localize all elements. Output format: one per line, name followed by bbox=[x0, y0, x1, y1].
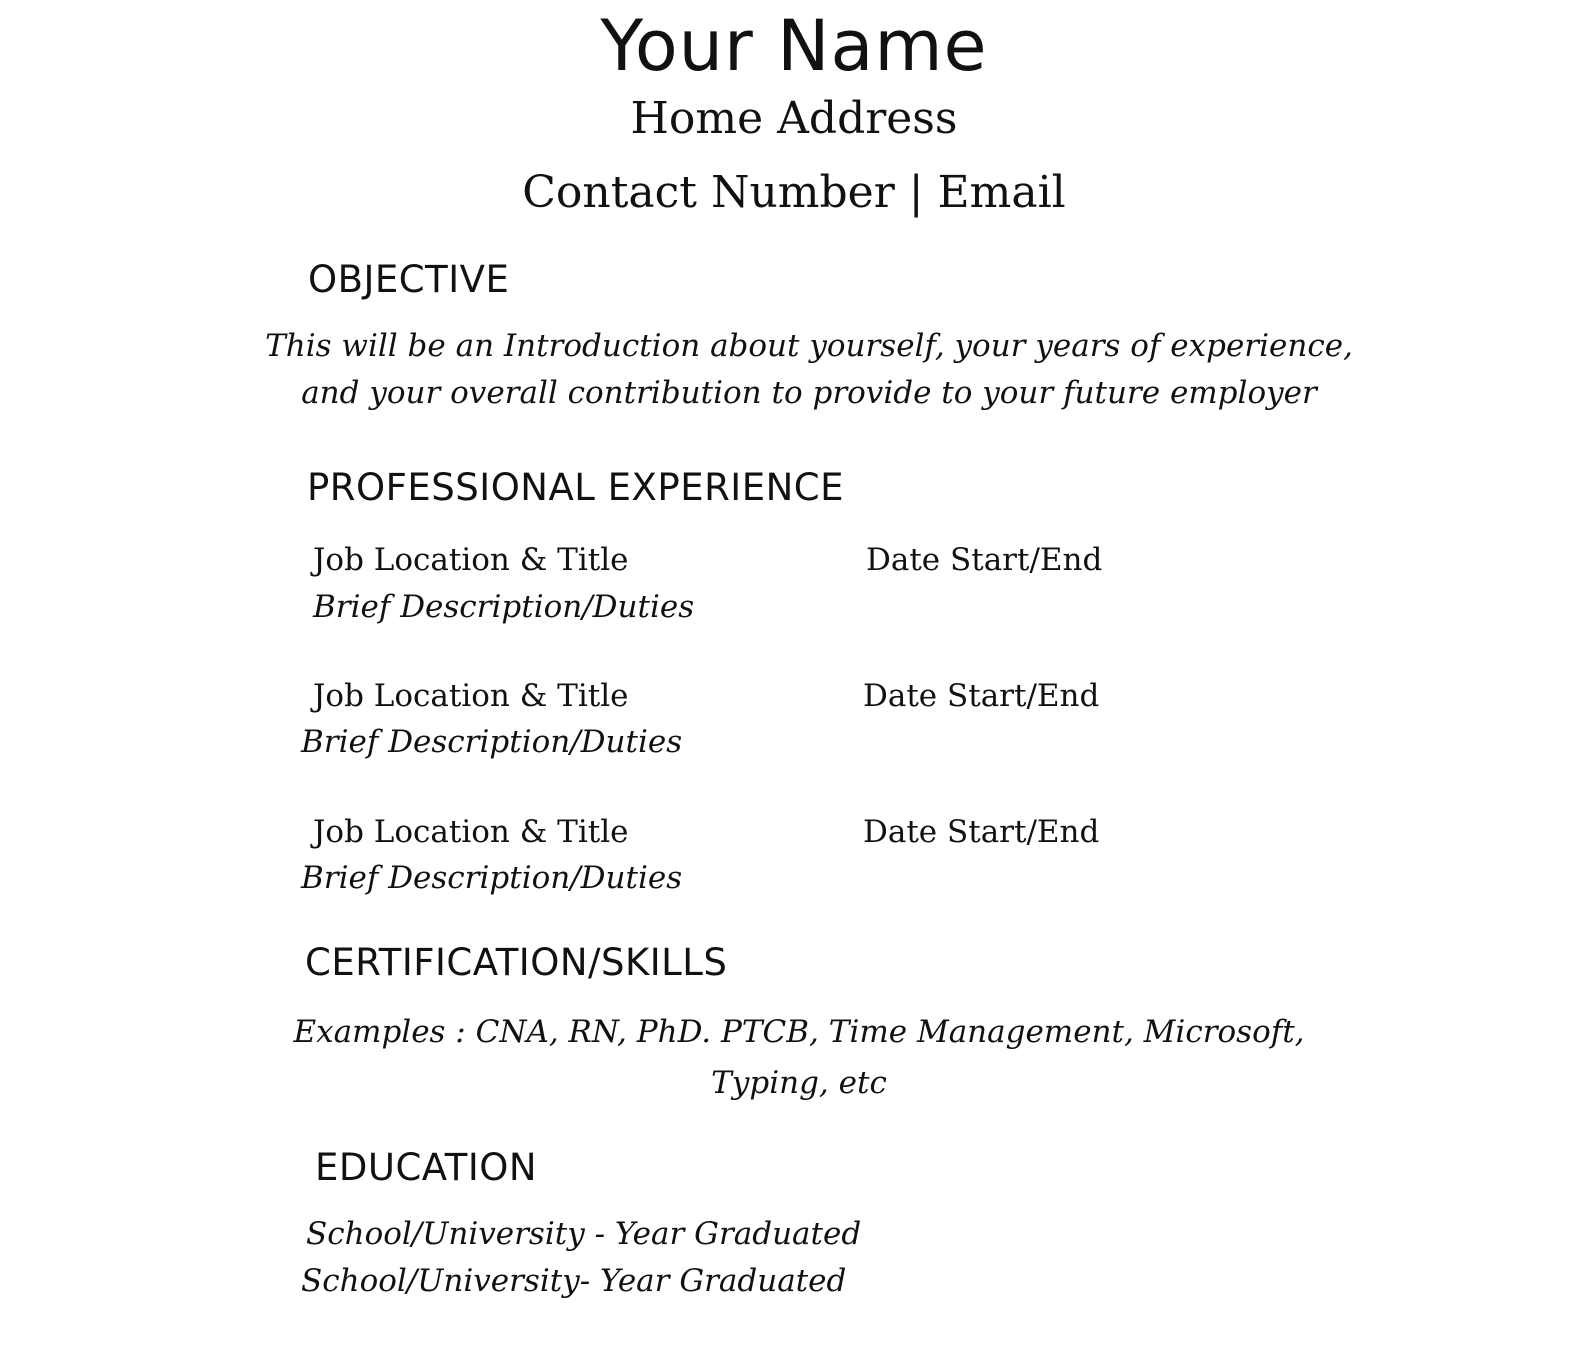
job-title-2: Job Location & Title bbox=[313, 678, 629, 714]
skills-line-1: Examples : CNA, RN, PhD. PTCB, Time Management, Microsoft, bbox=[293, 1014, 1305, 1050]
objective-heading: OBJECTIVE bbox=[308, 258, 510, 301]
job-title-3: Job Location & Title bbox=[313, 814, 629, 850]
education-heading: EDUCATION bbox=[315, 1146, 538, 1189]
contact-line: Contact Number | Email bbox=[522, 167, 1066, 218]
skills-line-2: Typing, etc bbox=[711, 1065, 887, 1101]
education-entry-2: School/University- Year Graduated bbox=[301, 1263, 847, 1299]
job-description-3: Brief Description/Duties bbox=[301, 860, 683, 896]
job-date-2: Date Start/End bbox=[863, 678, 1100, 714]
job-description-2: Brief Description/Duties bbox=[301, 724, 683, 760]
job-date-3: Date Start/End bbox=[863, 814, 1100, 850]
objective-line-2: and your overall contribution to provide to your future employer bbox=[301, 375, 1317, 411]
home-address: Home Address bbox=[630, 93, 958, 144]
objective-line-1: This will be an Introduction about yourself, your years of experience, bbox=[265, 328, 1353, 364]
experience-heading: PROFESSIONAL EXPERIENCE bbox=[307, 466, 844, 509]
job-description-1: Brief Description/Duties bbox=[313, 589, 695, 625]
resume-name: Your Name bbox=[600, 5, 988, 87]
job-title-1: Job Location & Title bbox=[313, 542, 629, 578]
skills-heading: CERTIFICATION/SKILLS bbox=[305, 941, 728, 984]
job-date-1: Date Start/End bbox=[866, 542, 1103, 578]
education-entry-1: School/University - Year Graduated bbox=[306, 1216, 862, 1252]
